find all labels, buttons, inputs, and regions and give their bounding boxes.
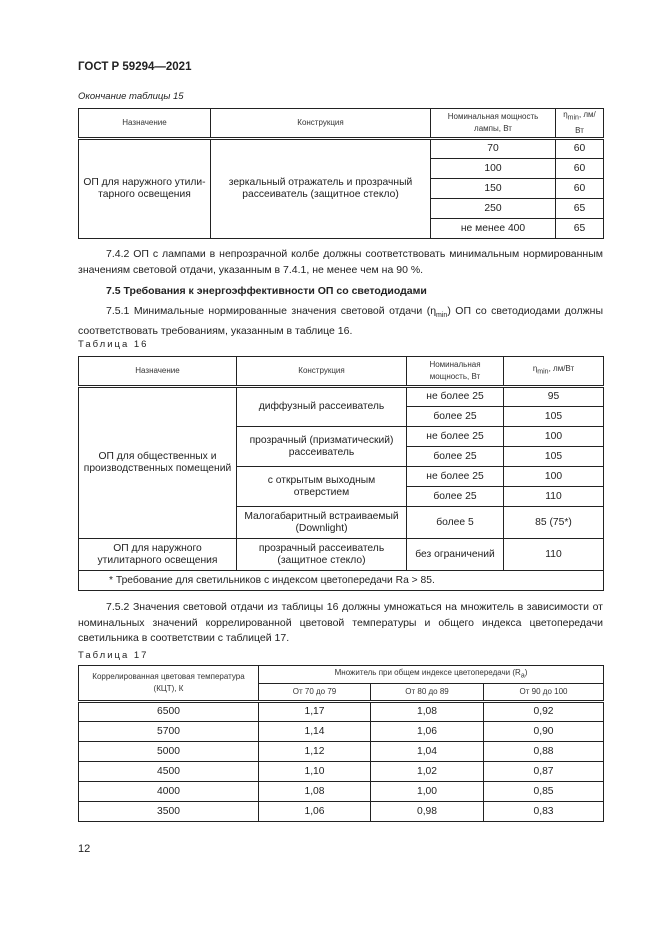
header-ra-90-100: От 90 до 100 — [484, 684, 604, 702]
efficacy-cell: 85 (75*) — [504, 507, 604, 539]
table-cell: 0,83 — [484, 802, 604, 822]
header-power: Номинальная мощность лампы, Вт — [431, 109, 556, 139]
table-15 — [78, 108, 604, 239]
efficacy-cell: 60 — [556, 159, 604, 179]
efficacy-cell: 110 — [504, 539, 604, 571]
header-purpose: Назначение — [79, 109, 211, 139]
power-cell: 70 — [431, 139, 556, 159]
table-cell: 1,08 — [371, 702, 484, 722]
table-cell: 0,88 — [484, 742, 604, 762]
table-cell: 1,08 — [259, 782, 371, 802]
efficacy-cell: 105 — [504, 447, 604, 467]
purpose-cell: ОП для общественных и производственных помещений — [79, 387, 237, 539]
construction-cell: прозрачный (призматический) рассеиватель — [237, 427, 407, 467]
table-row — [79, 802, 604, 822]
efficacy-cell: 100 — [504, 427, 604, 447]
table-cell: 3500 — [79, 802, 259, 822]
power-cell: не более 25 — [407, 427, 504, 447]
table-cell: 1,14 — [259, 722, 371, 742]
efficacy-cell: 65 — [556, 199, 604, 219]
table-cell: 1,02 — [371, 762, 484, 782]
purpose-cell: ОП для наружного утилитарного освещения — [79, 539, 237, 571]
paragraph-7-5-2: 7.5.2 Значения световой отдачи из таблицы 16 должны умножаться на множитель в зависимости от номинальных значений коррелированной цветовой температуры и общего индекса цветопередачи светильника в соответствии с таблицей 17. — [78, 601, 603, 644]
table-cell: 0,92 — [484, 702, 604, 722]
header-ra-80-89: От 80 до 89 — [371, 684, 484, 702]
power-cell: без ограничений — [407, 539, 504, 571]
power-cell: не более 25 — [407, 387, 504, 407]
header-construction: Конструкция — [211, 109, 431, 139]
table-cell: 0,90 — [484, 722, 604, 742]
header-efficacy: $\eta_{min}$, лм/Вт — [556, 109, 604, 139]
efficacy-cell: 60 — [556, 139, 604, 159]
paragraph-7-5-1: 7.5.1 Минимальные нормированные значения световой отдачи $(\eta_{min})$ ОП со светодиодами должны соответствовать требованиям, указанным в таблице 16. — [78, 305, 603, 337]
construction-cell: диффузный рассеиватель — [237, 387, 407, 427]
purpose-cell: ОП для наружного утили-тарного освещения — [79, 139, 211, 239]
header-cct: Коррелированная цветовая температура (КЦТ), К — [79, 666, 259, 702]
table-cell: 1,00 — [371, 782, 484, 802]
table-cell: 5000 — [79, 742, 259, 762]
header-multiplier: Множитель при общем индексе цветопередачи $(R_a)$ — [259, 666, 604, 684]
paragraph-7-4-2: 7.4.2 ОП с лампами в непрозрачной колбе должны соответствовать минимальным нормированным значениям световой отдачи, указанным в 7.4.1, не менее чем на 90 %. — [78, 248, 603, 276]
power-cell: более 25 — [407, 407, 504, 427]
header-construction: Конструкция — [237, 357, 407, 387]
table-cell: 1,06 — [259, 802, 371, 822]
header-purpose: Назначение — [79, 357, 237, 387]
table-cell: 1,17 — [259, 702, 371, 722]
power-cell: не менее 400 — [431, 219, 556, 239]
table-row — [79, 702, 604, 722]
power-cell: 100 — [431, 159, 556, 179]
construction-cell: прозрачный рассеиватель (защитное стекло) — [237, 539, 407, 571]
construction-cell: Малогабаритный встраиваемый (Downlight) — [237, 507, 407, 539]
table-cell: 1,12 — [259, 742, 371, 762]
standard-header: ГОСТ Р 59294—2021 — [78, 61, 192, 73]
table-cell: 4000 — [79, 782, 259, 802]
table-row — [79, 782, 604, 802]
table-cell: 0,98 — [371, 802, 484, 822]
efficacy-cell: 95 — [504, 387, 604, 407]
table-cell: 4500 — [79, 762, 259, 782]
section-7-5-heading: 7.5 Требования к энергоэффективности ОП со светодиодами — [106, 285, 427, 297]
header-power: Номинальная мощность, Вт — [407, 357, 504, 387]
table-15-caption: Окончание таблицы 15 — [78, 91, 184, 102]
construction-cell: с открытым выходным отверстием — [237, 467, 407, 507]
table-17-caption: Таблица 17 — [78, 650, 149, 661]
header-ra-70-79: От 70 до 79 — [259, 684, 371, 702]
power-cell: более 25 — [407, 447, 504, 467]
power-cell: не более 25 — [407, 467, 504, 487]
efficacy-cell: 65 — [556, 219, 604, 239]
table-cell: 0,87 — [484, 762, 604, 782]
efficacy-cell: 105 — [504, 407, 604, 427]
table-16 — [78, 356, 604, 591]
page-number: 12 — [78, 843, 91, 855]
header-efficacy: $\eta_{min}$, лм/Вт — [504, 357, 604, 387]
table-cell: 0,85 — [484, 782, 604, 802]
table-footnote: * Требование для светильников с индексом цветопередачи Ra > 85. — [79, 571, 604, 591]
efficacy-cell: 60 — [556, 179, 604, 199]
power-cell: более 25 — [407, 487, 504, 507]
table-17 — [78, 665, 604, 822]
table-cell: 1,06 — [371, 722, 484, 742]
power-cell: 250 — [431, 199, 556, 219]
table-row — [79, 722, 604, 742]
power-cell: более 5 — [407, 507, 504, 539]
table-cell: 1,04 — [371, 742, 484, 762]
table-cell: 6500 — [79, 702, 259, 722]
table-row — [79, 762, 604, 782]
construction-cell: зеркальный отражатель и прозрачный рассеиватель (защитное стекло) — [211, 139, 431, 239]
table-row — [79, 742, 604, 762]
table-cell: 5700 — [79, 722, 259, 742]
efficacy-cell: 110 — [504, 487, 604, 507]
power-cell: 150 — [431, 179, 556, 199]
efficacy-cell: 100 — [504, 467, 604, 487]
table-16-caption: Таблица 16 — [78, 339, 149, 350]
table-cell: 1,10 — [259, 762, 371, 782]
